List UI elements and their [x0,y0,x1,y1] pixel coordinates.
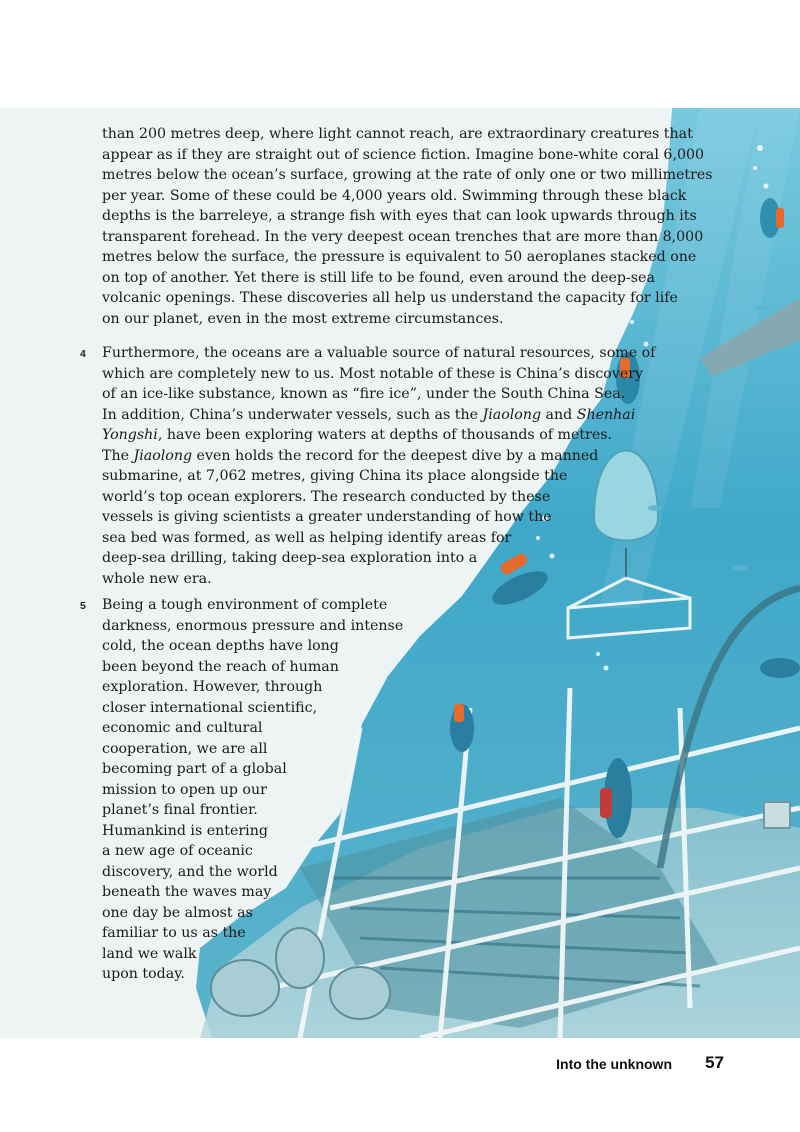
paragraph-5-line: a new age of oceanic [102,843,253,859]
paragraph-5-line: familiar to us as the [102,925,246,941]
paragraph-5-line: darkness, enormous pressure and intense [102,617,404,634]
paragraph-4-line: world’s top ocean explorers. The research conducted by these [102,488,551,505]
paragraph-4-line: Furthermore, the oceans are a valuable source of natural resources, some of [102,345,656,361]
paragraph-4-line: which are completely new to us. Most notable of these is China’s discovery [102,365,644,382]
page-number: 57 [705,1053,724,1072]
paragraph-5-line: Humankind is entering [102,822,268,839]
text-run: even holds the record for the deepest dive by a manned [192,447,599,464]
paragraph-5-line: planet’s final frontier. [102,802,258,818]
paragraph-5-line: discovery, and the world [102,863,278,880]
paragraph-5-line: economic and cultural [102,720,263,736]
text-run: In addition, China’s underwater vessels, such as the [102,406,483,423]
paragraph-4-line: vessels is giving scientists a greater understanding of how the [102,509,552,525]
paragraph-5-line: closer international scientific, [102,699,318,716]
paragraph-3-line: volcanic openings. These discoveries all help us understand the capacity for life [102,290,678,306]
paragraph-4-line: sea bed was formed, as well as helping identify areas for [102,529,512,546]
paragraph-5-line: upon today. [102,966,185,982]
footer-section-title: Into the unknown [556,1056,672,1072]
paragraph-3-line: depths is the barreleye, a strange fish with eyes that can look upwards through its [102,208,697,224]
paragraph-3-line: transparent forehead. In the very deepest ocean trenches that are more than 8,000 [102,228,704,245]
vessel-name-jiaolong: Jiaolong [133,447,193,464]
paragraph-5 [80,595,404,985]
vessel-name-yongshi: Yongshi [102,427,158,443]
paragraph-3-line: metres below the surface, the pressure is equivalent to 50 aeroplanes stacked one [102,249,697,265]
paragraph-4-line [102,405,655,426]
paragraph-3-line: appear as if they are straight out of science fiction. Imagine bone-white coral 6,000 [102,146,705,163]
paragraph-5-line: one day be almost as [102,904,253,921]
paragraph-3 [102,124,713,329]
text-run: The [102,447,134,464]
paragraph-5-line: becoming part of a global [102,761,287,777]
paragraph-5-line: been beyond the reach of human [102,658,339,675]
paragraph-3-line: metres below the ocean’s surface, growing at the rate of only one or two millimetres [102,167,713,183]
paragraph-3-line: on top of another. Yet there is still life to be found, even around the deep-sea [102,269,655,286]
paragraph-4-line: submarine, at 7,062 metres, giving China its place alongside the [102,468,568,484]
paragraph-5-line: exploration. However, through [102,679,323,695]
paragraph-5-line: mission to open up our [102,781,267,798]
text-run: , have been exploring waters at depths of thousands of metres. [157,427,613,443]
paragraph-3-line: per year. Some of these could be 4,000 years old. Swimming through these black [102,187,687,204]
paragraph-4-line [102,446,655,467]
paragraph-5-line: cold, the ocean depths have long [102,638,339,654]
paragraph-4 [80,343,656,589]
bucket [764,802,790,828]
paragraph-4-line: whole new era. [102,570,212,587]
paragraph-5-line: land we walk [102,945,197,962]
paragraph-number: 5 [80,600,86,612]
paragraph-5-line: cooperation, we are all [102,740,268,757]
paragraph-3-line: on our planet, even in the most extreme circumstances. [102,310,504,327]
paragraph-4-line [102,425,655,446]
paragraph-4-line: deep-sea drilling, taking deep-sea exploration into a [102,550,478,566]
diver-kneeling [450,704,474,752]
paragraph-5-line: beneath the waves may [102,884,272,900]
paragraph-5-line: Being a tough environment of complete [102,597,388,613]
text-run: and [541,406,577,423]
paragraph-4-line: of an ice-like substance, known as “fire ice”, under the South China Sea. [102,386,626,402]
diver-right-edge [760,658,800,678]
paragraph-3-line: than 200 metres deep, where light cannot reach, are extraordinary creatures that [102,126,693,142]
vessel-name-shenhai: Shenhai [576,406,636,423]
vessel-name-jiaolong: Jiaolong [482,406,542,423]
paragraph-number: 4 [80,348,86,360]
